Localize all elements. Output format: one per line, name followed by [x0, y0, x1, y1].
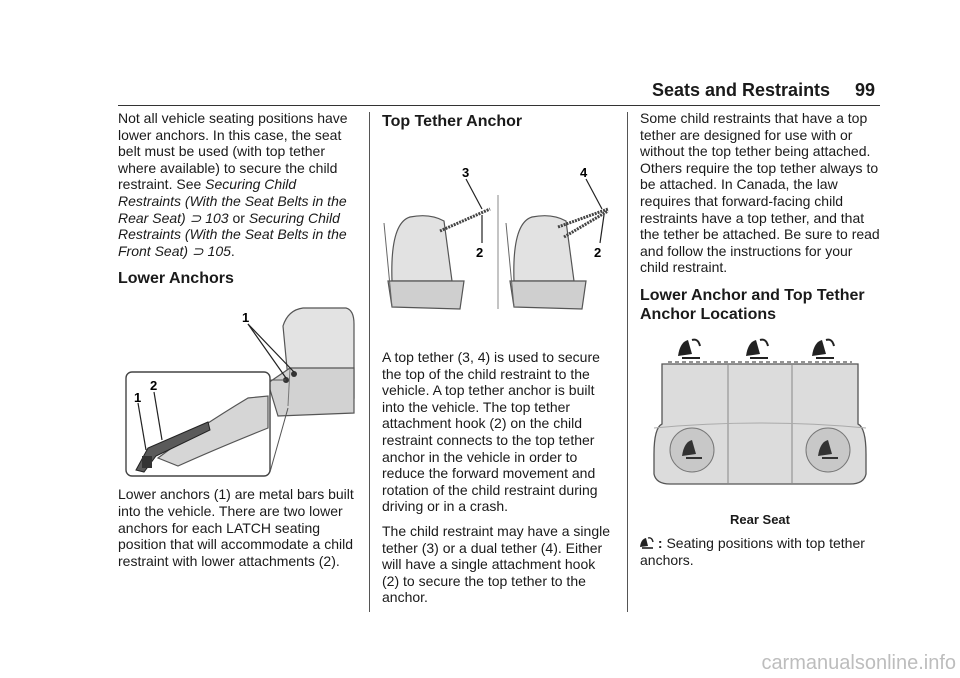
column-2: [382, 110, 614, 606]
header-rule: [118, 105, 880, 106]
column-3: [640, 110, 880, 568]
lower-anchors-illustration: [118, 288, 358, 486]
lower-anchor-intro: Not all vehicle seating positions have lower anchors. In this case, the seat belt must be used (with top tether where available) to secure the child restraint. See Securing Child Restraints (With the Seat Belts in the Rear Seat) ⊃ 103 or Securing Child Restraints (With the Seat Belts in the Front Seat) ⊃ 105.: [118, 110, 348, 259]
tether-types-description: The child restraint may have a single tether (3) or a dual tether (4). Either will have a single attachment hook (2) to secure the top tether to the anchor.: [382, 522, 610, 606]
callout-2-left: 2: [476, 245, 484, 260]
column-divider: [627, 112, 628, 612]
callout-1: 1: [242, 310, 250, 326]
page-ref-icon: ⊃: [189, 209, 202, 226]
tether-requirements-text: Some child restraints that have a top tether are designed for use with or without the top tether being attached. Others require the top tether always to be attached. In Canada, the law requires that forward-facing child restraints have a top tether, and that the tether be attached. Be sure to read and follow the instructions for your child restraint.: [640, 110, 880, 276]
legend: [640, 535, 880, 568]
xref-link-front-seat[interactable]: Securing Child Restraints (With the Seat Belts in the Front Seat) ⊃ 105: [118, 209, 347, 259]
top-tether-icon: [746, 340, 768, 358]
callout-4: 4: [580, 165, 588, 180]
top-tether-icon: [640, 536, 654, 550]
callout-1-inset: 1: [134, 390, 142, 406]
callout-2-right: 2: [594, 245, 602, 260]
callout-2-inset: 2: [150, 378, 158, 394]
lower-anchor-description: Lower anchors (1) are metal bars built into the vehicle. There are two lower anchors for each LATCH seating position that will accommodate a child restraint with lower attachments (2).: [118, 486, 354, 569]
column-1: [118, 110, 358, 569]
section-title: Seats and Restraints: [652, 80, 831, 100]
watermark: carmanualsonline.info: [761, 652, 956, 674]
callout-3: 3: [462, 165, 470, 180]
rear-seat-diagram: [640, 324, 880, 506]
top-tether-icon: [812, 340, 834, 358]
top-tether-description: A top tether (3, 4) is used to secure the top of the child restraint to the vehicle. A top tether anchor is built into the vehicle. The top tether attachment hook (2) on the child restraint connects to the top tether anchor in the vehicle in order to reduce the forward movement and rotation of the child restraint during driving or in a crash.: [382, 349, 600, 515]
top-tether-icon: [678, 340, 700, 358]
heading-lower-anchors: Lower Anchors: [118, 270, 234, 288]
page-number: 99: [855, 80, 876, 100]
heading-top-tether-anchor: Top Tether Anchor: [382, 113, 523, 130]
legend-symbol: :: [657, 534, 663, 551]
heading-anchor-locations: Lower Anchor and Top Tether Anchor Locations: [640, 286, 865, 323]
column-divider: [369, 112, 370, 612]
top-tether-illustration: [382, 131, 614, 349]
child-seat-left: [392, 216, 452, 281]
legend-text: Seating positions with top tether anchors.: [640, 534, 865, 568]
page-header: [0, 78, 960, 108]
seat-cushion-shape: [268, 368, 354, 416]
page-ref-icon: ⊃: [191, 242, 204, 259]
xref-link-rear-seat[interactable]: Securing Child Restraints (With the Seat Belts in the Rear Seat) ⊃ 103: [118, 176, 347, 226]
figure-caption: Rear Seat: [730, 511, 790, 527]
